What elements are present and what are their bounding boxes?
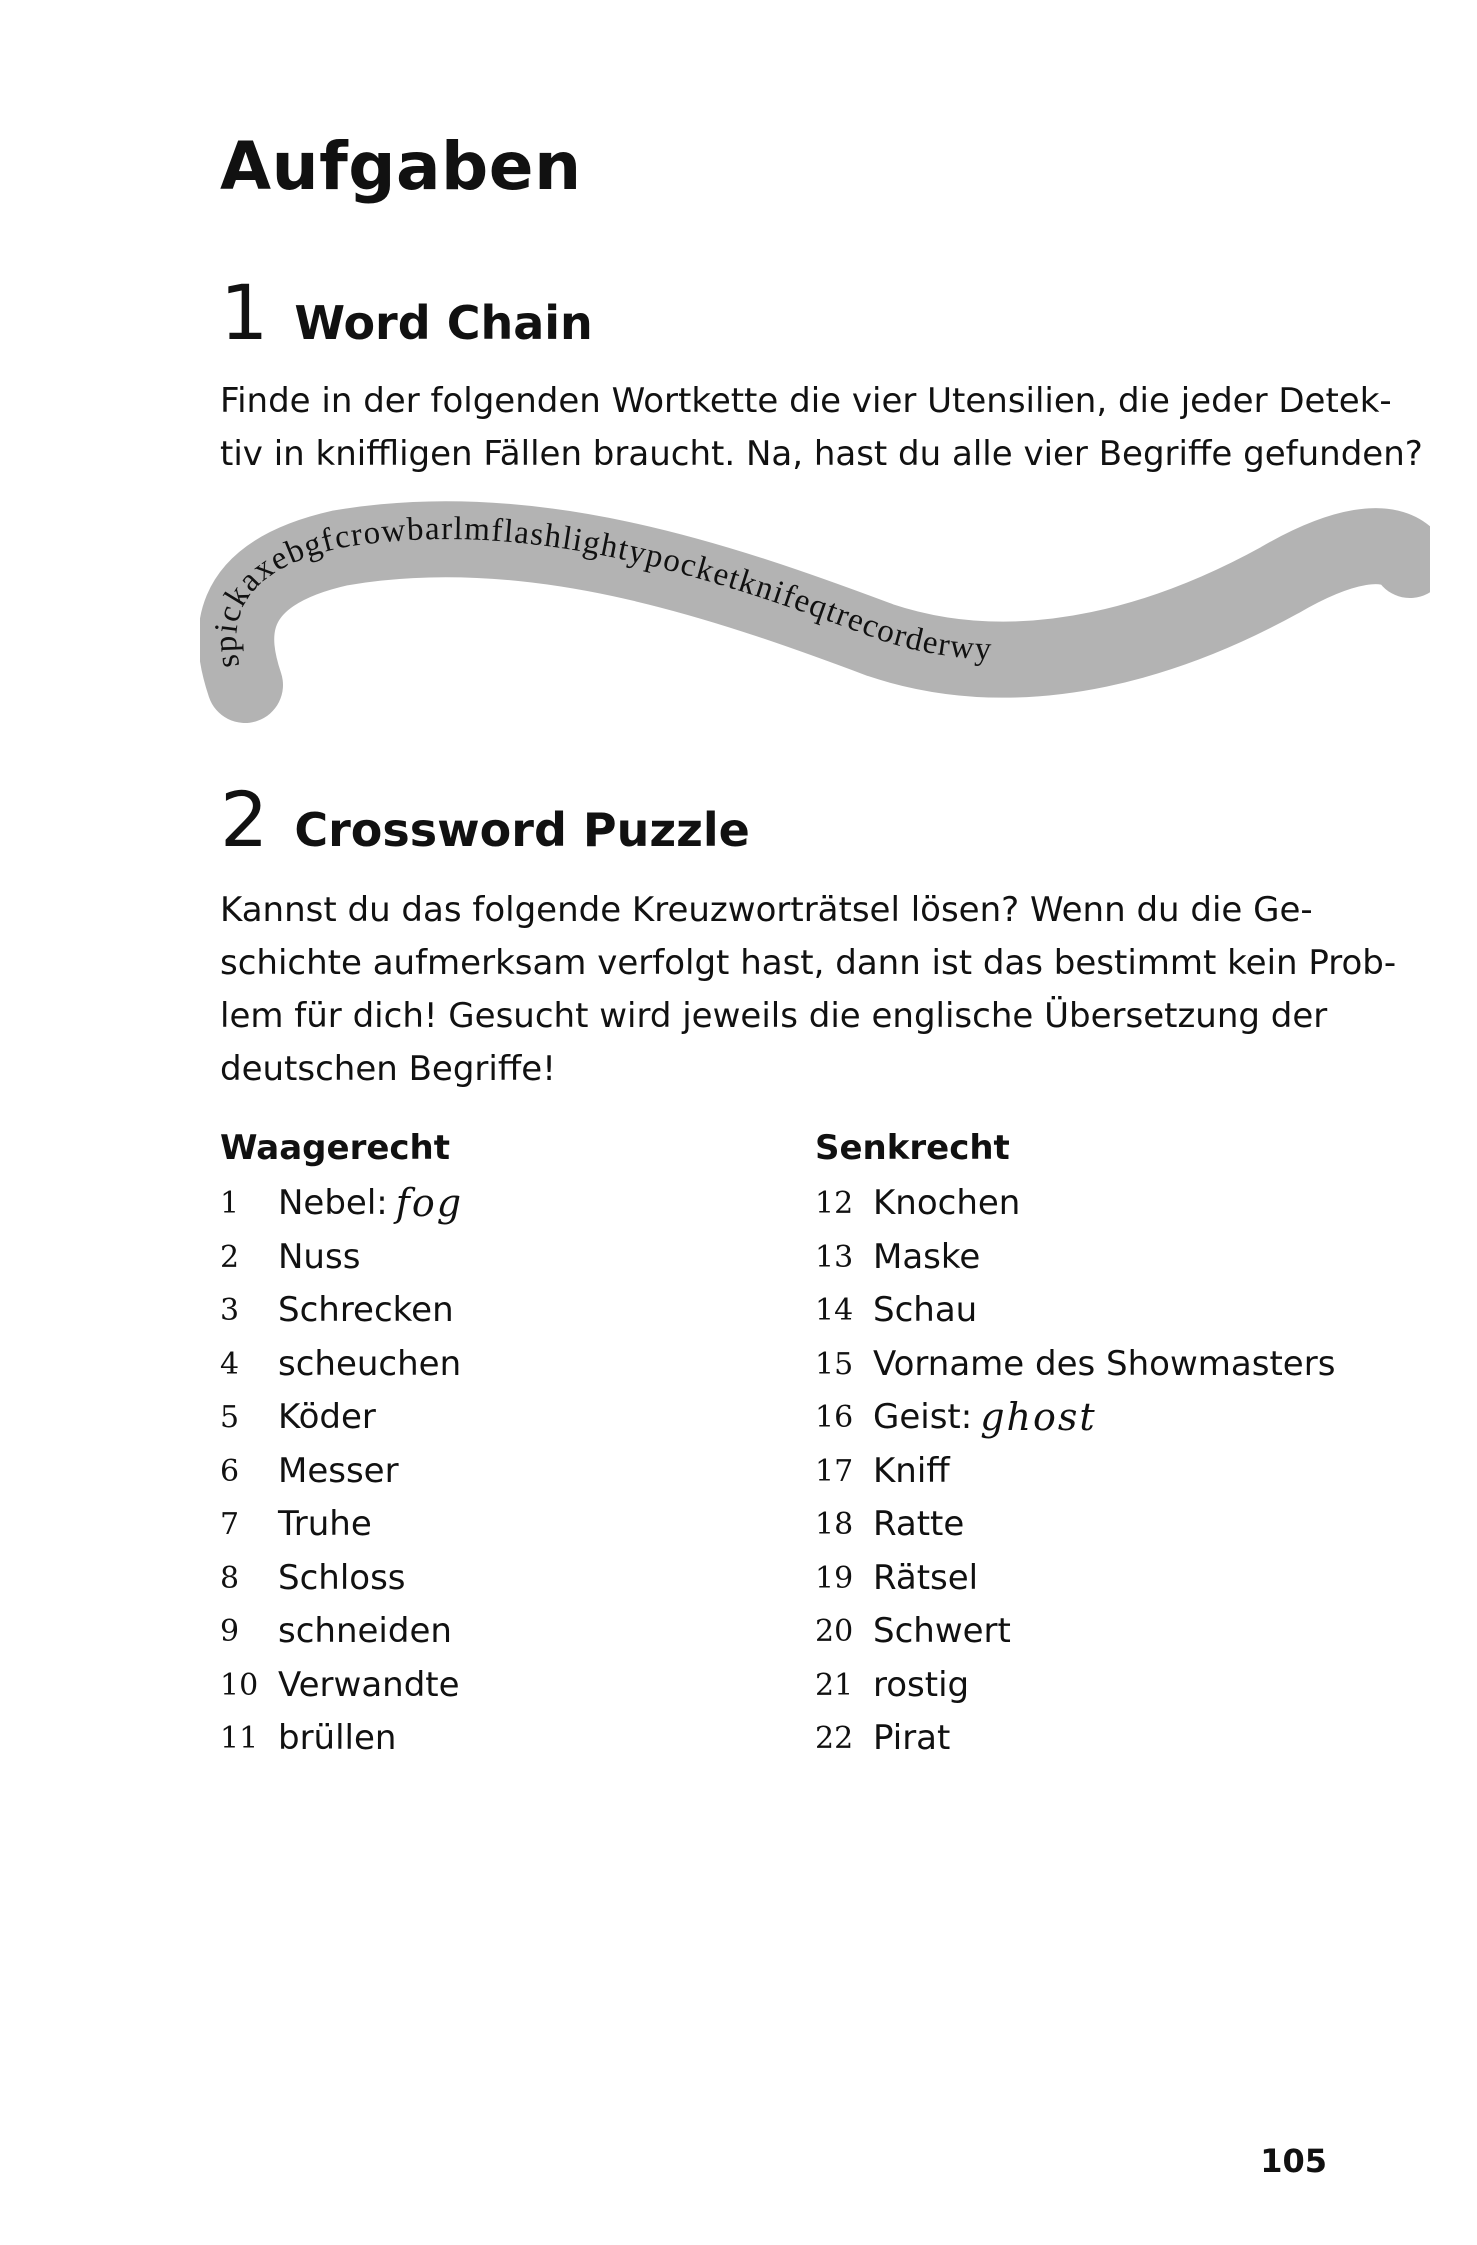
clue-item (815, 1659, 1335, 1713)
clue-number: 3 (220, 1293, 240, 1328)
clue-text: Vorname des Showmasters (873, 1343, 1336, 1384)
clue-number: 14 (815, 1293, 854, 1328)
instruction-line: Kannst du das folgende Kreuzworträtsel lösen? Wenn du die Ge- (220, 890, 1313, 930)
clue-item (220, 1445, 463, 1499)
section-number: 2 (220, 775, 269, 864)
section-number: 1 (220, 268, 269, 357)
clue-text: Geist: (873, 1397, 973, 1437)
clue-item (220, 1552, 463, 1606)
instruction-line: Finde in der folgenden Wortkette die vier Utensilien, die jeder Detek- (220, 381, 1392, 421)
clue-number: 1 (220, 1186, 240, 1221)
clue-number: 10 (220, 1667, 259, 1703)
clue-number: 19 (815, 1560, 854, 1596)
down-heading: Senkrecht (815, 1128, 1010, 1168)
clue-number: 21 (815, 1667, 854, 1703)
clue-item (220, 1605, 463, 1659)
clue-text: Kniff (873, 1450, 950, 1491)
clue-number: 8 (220, 1560, 240, 1596)
clue-number: 20 (815, 1614, 854, 1649)
clue-item (220, 1659, 463, 1713)
word-chain-text: spickaxebgfcrowbarlmflashlightypocketknifeqtrecorderwy (207, 511, 994, 671)
clue-number: 4 (220, 1346, 240, 1382)
page-number: 105 (1260, 2142, 1327, 2180)
word-chain-graphic (200, 490, 1430, 730)
clue-text: rostig (873, 1664, 970, 1705)
clue-text: Nuss (278, 1236, 361, 1277)
down-clue-list (815, 1177, 1335, 1766)
clue-item (220, 1284, 463, 1338)
clue-item (220, 1231, 463, 1285)
clue-item (815, 1231, 1335, 1285)
clue-text: schneiden (278, 1611, 452, 1651)
clue-item (815, 1177, 1335, 1231)
clue-text: Pirat (873, 1718, 951, 1758)
clue-number: 18 (815, 1507, 854, 1542)
clue-number: 9 (220, 1614, 240, 1649)
clue-item (220, 1177, 463, 1231)
clue-number: 13 (815, 1239, 854, 1275)
instruction-line: tiv in kniffligen Fällen braucht. Na, hast du alle vier Begriffe gefunden? (220, 434, 1423, 474)
clue-answer: ghost (980, 1395, 1097, 1439)
clue-text: Köder (278, 1397, 376, 1437)
clue-text: Truhe (278, 1504, 372, 1544)
clue-number: 7 (220, 1507, 240, 1542)
clue-number: 5 (220, 1400, 240, 1435)
section-title: Word Chain (294, 296, 593, 350)
word-chain-instructions (220, 375, 1423, 481)
clue-number: 6 (220, 1453, 240, 1489)
clue-text: Schwert (873, 1611, 1011, 1651)
clue-text: Maske (873, 1236, 981, 1277)
section-heading-crossword (220, 775, 750, 864)
word-chain-svg (200, 490, 1430, 730)
clue-item (815, 1605, 1335, 1659)
clue-number: 12 (815, 1186, 854, 1221)
clue-text: Nebel: (278, 1183, 388, 1223)
clue-text: scheuchen (278, 1343, 462, 1384)
clue-item (815, 1338, 1335, 1392)
clue-item (815, 1284, 1335, 1338)
across-clue-list (220, 1177, 463, 1766)
section-title: Crossword Puzzle (294, 803, 750, 857)
clue-item (815, 1552, 1335, 1606)
clue-item (815, 1445, 1335, 1499)
clue-number: 2 (220, 1239, 240, 1275)
clue-text: Knochen (873, 1183, 1021, 1223)
clue-text: Rätsel (873, 1557, 979, 1598)
clue-text: Ratte (873, 1504, 965, 1544)
clue-text: Verwandte (278, 1664, 460, 1705)
clue-text: brüllen (278, 1718, 397, 1758)
instruction-line: lem für dich! Gesucht wird jeweils die englische Übersetzung der (220, 996, 1328, 1036)
clue-item (815, 1391, 1335, 1445)
crossword-instructions (220, 884, 1397, 1096)
clue-item (220, 1391, 463, 1445)
clue-answer: fog (395, 1181, 464, 1225)
clue-text: Schau (873, 1290, 978, 1330)
clue-item (220, 1498, 463, 1552)
clue-text: Schloss (278, 1557, 406, 1598)
clue-number: 16 (815, 1400, 854, 1435)
clue-text: Schrecken (278, 1290, 454, 1330)
clue-item (815, 1498, 1335, 1552)
instruction-line: schichte aufmerksam verfolgt hast, dann ist das bestimmt kein Prob- (220, 943, 1397, 983)
clue-number: 17 (815, 1453, 854, 1489)
section-heading-word-chain (220, 268, 593, 357)
page-title: Aufgaben (220, 128, 582, 205)
clue-number: 15 (815, 1346, 854, 1382)
instruction-line: deutschen Begriffe! (220, 1049, 556, 1089)
clue-item (220, 1712, 463, 1766)
across-heading: Waagerecht (220, 1128, 451, 1168)
clue-number: 11 (220, 1721, 259, 1756)
clue-item (220, 1338, 463, 1392)
clue-number: 22 (815, 1721, 854, 1756)
clue-text: Messer (278, 1450, 399, 1491)
clue-item (815, 1712, 1335, 1766)
